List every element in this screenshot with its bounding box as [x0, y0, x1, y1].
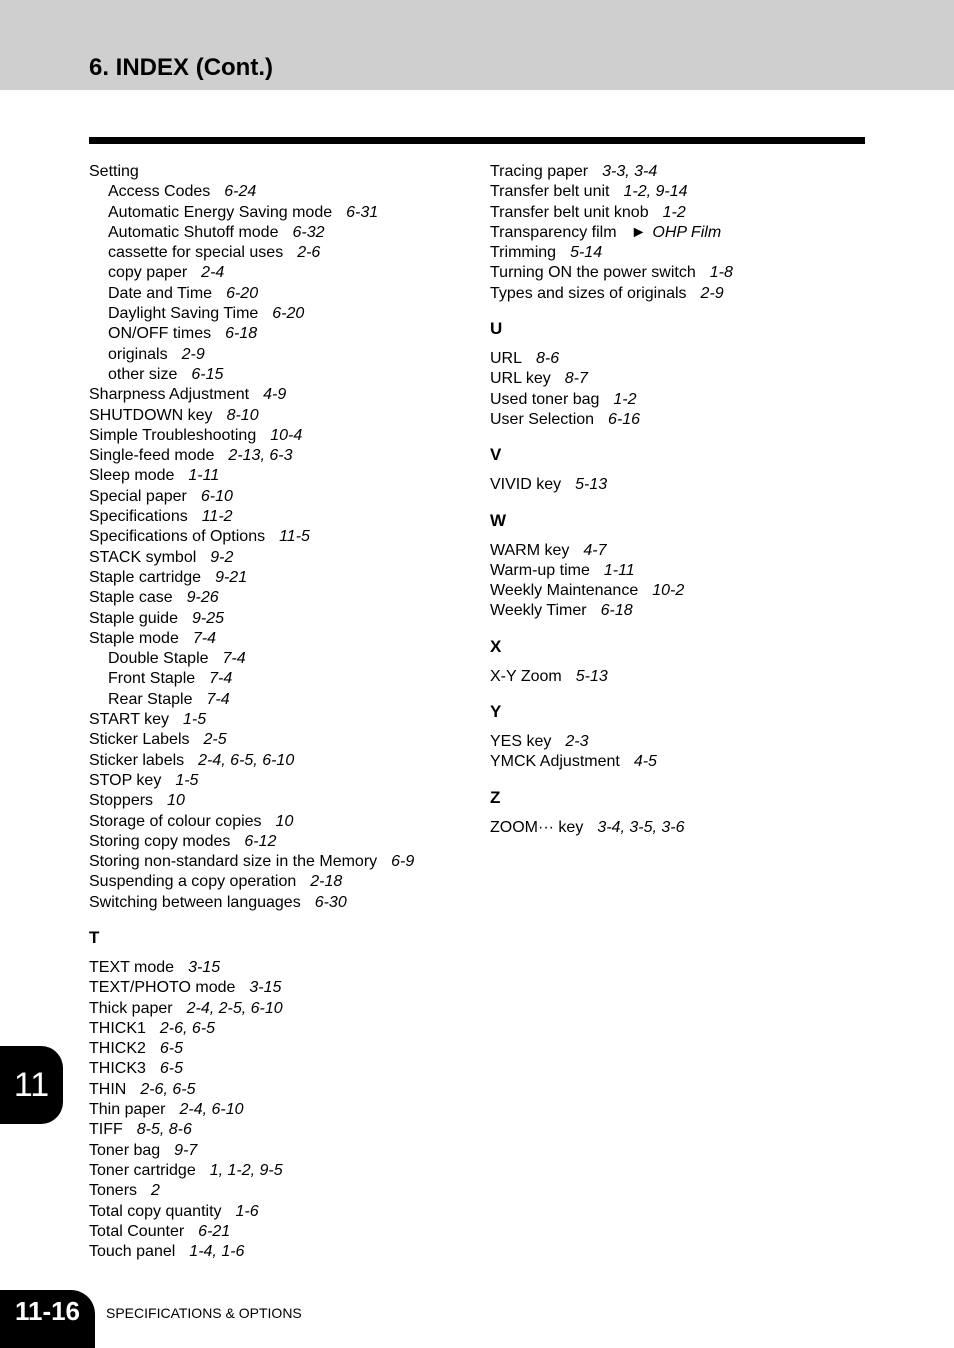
index-entry: [490, 349, 870, 369]
index-subentry: [89, 365, 469, 385]
index-term: Simple Troubleshooting: [89, 426, 257, 444]
index-entry: [89, 527, 469, 547]
index-term: Special paper: [89, 487, 187, 505]
index-term: Thin paper: [89, 1101, 166, 1119]
index-term: Staple mode: [89, 629, 179, 647]
index-entry: [490, 601, 870, 621]
page-number: 11-16: [0, 1290, 95, 1348]
index-entry: [89, 385, 469, 405]
index-entry: [89, 852, 469, 872]
index-entry: [89, 568, 469, 588]
index-page-refs: 9-25: [191, 609, 224, 627]
index-entry: [490, 752, 870, 772]
index-letter-heading: U: [490, 319, 503, 339]
index-page-refs: 2-18: [310, 873, 343, 891]
index-term: Transfer belt unit knob: [490, 203, 649, 221]
page-title: 6. INDEX (Cont.): [89, 54, 273, 81]
index-page-refs: 3-15: [188, 958, 221, 976]
index-page-refs: 2-13, 6-3: [228, 447, 293, 465]
index-page-refs: 9-2: [210, 548, 234, 566]
index-letter-heading: Z: [490, 787, 501, 807]
index-page-refs: 1-5: [183, 711, 207, 729]
index-page-refs: 1-11: [188, 467, 220, 485]
index-term: Storage of colour copies: [89, 812, 262, 830]
index-term: ON/OFF times: [108, 325, 212, 343]
index-term: Toner bag: [89, 1141, 161, 1159]
index-entry: [89, 466, 469, 486]
index-entry: [89, 1080, 469, 1100]
index-page-refs: 1-2: [613, 390, 637, 408]
index-term: other size: [108, 365, 178, 383]
index-entry: [490, 541, 870, 561]
index-page-refs: 3-3, 3-4: [602, 163, 658, 180]
index-page-refs: 6-10: [200, 487, 233, 505]
index-entry: [89, 978, 469, 998]
index-entry: [490, 284, 870, 304]
index-entry: [89, 1181, 469, 1201]
index-term: Sleep mode: [89, 467, 175, 485]
index-term: Touch panel: [89, 1243, 176, 1261]
index-page-refs: 6-21: [198, 1222, 231, 1240]
index-page-refs: 6-9: [391, 853, 415, 871]
index-entry: [89, 609, 469, 629]
index-page-refs: 6-30: [314, 893, 347, 911]
index-term: Toners: [89, 1182, 138, 1200]
footer-section-title: SPECIFICATIONS & OPTIONS: [106, 1305, 302, 1321]
index-page-refs: 6-15: [191, 365, 224, 383]
index-entry: [89, 1222, 469, 1242]
index-page-refs: 6-24: [224, 183, 257, 201]
index-entry: [89, 1242, 469, 1262]
index-page-refs: 6-5: [159, 1040, 184, 1058]
index-entry: [89, 1202, 469, 1222]
index-page-refs: 9-26: [186, 589, 219, 607]
index-term: Trimming: [490, 244, 557, 262]
index-term: Suspending a copy operation: [89, 873, 297, 891]
index-term: User Selection: [490, 410, 595, 428]
index-term: Thick paper: [89, 999, 173, 1017]
index-term: Sticker labels: [89, 751, 185, 769]
index-page-refs: 6-20: [272, 305, 305, 323]
index-page-refs: 2-3: [565, 733, 589, 751]
index-subentry: [89, 223, 469, 243]
index-term: Weekly Maintenance: [490, 582, 639, 600]
index-subentry: [89, 690, 469, 710]
index-entry: [490, 390, 870, 410]
index-entry: [490, 475, 870, 495]
index-entry: [490, 369, 870, 389]
index-entry: [490, 263, 870, 283]
index-term: Stoppers: [89, 792, 154, 810]
index-letter-heading: X: [490, 636, 502, 656]
index-term: Staple case: [89, 589, 173, 607]
index-entry: [490, 581, 870, 601]
index-subentry: [89, 324, 469, 344]
index-entry: [89, 893, 469, 913]
index-term: Turning ON the power switch: [490, 264, 696, 282]
index-page-refs: 1, 1-2, 9-5: [209, 1161, 283, 1179]
index-letter-heading: V: [490, 445, 502, 465]
index-term: Transparency film: [490, 223, 617, 241]
index-term: START key: [89, 711, 170, 729]
index-entry: [490, 410, 870, 430]
index-term: Automatic Shutoff mode: [108, 223, 279, 241]
index-page-refs: 7-4: [222, 650, 246, 668]
index-entry: [89, 406, 469, 426]
index-term: Specifications of Options: [89, 528, 266, 546]
index-letter-heading: T: [89, 927, 100, 947]
index-term: TEXT/PHOTO mode: [89, 979, 236, 997]
index-entry: [89, 751, 469, 771]
index-term: Single-feed mode: [89, 447, 215, 465]
index-term: Sharpness Adjustment: [89, 386, 250, 404]
index-term: originals: [108, 345, 168, 363]
index-term: Specifications: [89, 508, 188, 526]
index-term: ZOOM··· key: [490, 818, 584, 836]
index-entry: [89, 487, 469, 507]
index-subentry: [89, 304, 469, 324]
index-page-refs: 8-7: [564, 370, 588, 388]
index-letter-heading: Y: [490, 702, 502, 722]
index-term: YMCK Adjustment: [490, 753, 620, 771]
index-page-refs: 11-2: [201, 508, 233, 526]
index-page-refs: 4-5: [633, 753, 657, 771]
index-entry: [89, 588, 469, 608]
index-subentry: [89, 669, 469, 689]
index-page-refs: 5-13: [575, 476, 608, 494]
index-page-refs: 8-10: [226, 406, 259, 424]
index-column-left: [89, 162, 469, 1262]
index-term: Toner cartridge: [89, 1161, 196, 1179]
index-page-refs: 2-4, 2-5, 6-10: [186, 999, 283, 1017]
index-term: Setting: [89, 163, 139, 180]
index-page-refs: 2-4, 6-10: [179, 1101, 244, 1119]
index-page-refs: 6-18: [225, 325, 258, 343]
see-arrow-icon: ►: [630, 223, 647, 241]
index-entry: [89, 629, 469, 649]
index-page-refs: 3-4, 3-5, 3-6: [597, 818, 685, 836]
index-entry: [490, 162, 870, 182]
index-term: copy paper: [108, 264, 188, 282]
index-page-refs: 11-5: [279, 528, 310, 546]
index-entry: [490, 732, 870, 752]
index-term: Types and sizes of originals: [490, 284, 687, 302]
index-term: STOP key: [89, 771, 162, 789]
index-term: Sticker Labels: [89, 731, 190, 749]
index-page-refs: 1-6: [235, 1202, 259, 1220]
index-term: THICK3: [89, 1060, 146, 1078]
index-term: Storing copy modes: [89, 832, 231, 850]
index-entry: [490, 667, 870, 687]
index-term: SHUTDOWN key: [89, 406, 213, 424]
index-entry: [89, 426, 469, 446]
index-page-refs: 2-4: [201, 264, 225, 282]
index-term: Automatic Energy Saving mode: [108, 203, 333, 221]
index-term: Total Counter: [89, 1222, 185, 1240]
index-page-refs: 1-8: [709, 264, 733, 282]
index-entry: [490, 203, 870, 223]
index-page-refs: 7-4: [192, 629, 216, 647]
index-entry: [89, 791, 469, 811]
index-term: Staple cartridge: [89, 568, 202, 586]
index-term: Date and Time: [108, 284, 213, 302]
index-entry: [89, 1059, 469, 1079]
index-term: URL key: [490, 370, 551, 388]
index-page-refs: 7-4: [206, 690, 230, 708]
index-page-refs: 3-15: [249, 979, 282, 997]
index-term: Double Staple: [108, 650, 209, 668]
title-rule: [89, 137, 865, 144]
index-page-refs: 5-14: [570, 244, 603, 262]
index-entry: [89, 1100, 469, 1120]
index-entry: [89, 1161, 469, 1181]
index-term: Daylight Saving Time: [108, 305, 259, 323]
index-entry: [89, 1019, 469, 1039]
index-entry: [89, 548, 469, 568]
index-term: TEXT mode: [89, 958, 175, 976]
index-term: WARM key: [490, 541, 570, 559]
index-subentry: [89, 203, 469, 223]
index-entry: [490, 243, 870, 263]
index-term: Staple guide: [89, 609, 178, 627]
index-page-refs: 6-16: [608, 410, 641, 428]
index-term: Switching between languages: [89, 893, 301, 911]
index-term: Tracing paper: [490, 163, 589, 180]
index-page-refs: 6-32: [292, 223, 325, 241]
chapter-tab: 11: [0, 1046, 63, 1124]
index-page-refs: 1-2: [662, 203, 686, 221]
index-entry: [89, 771, 469, 791]
index-term: Front Staple: [108, 670, 196, 688]
index-subentry: [89, 345, 469, 365]
index-page-refs: 9-21: [215, 568, 248, 586]
index-page-refs: 6-18: [600, 602, 633, 620]
index-page-refs: 9-7: [174, 1141, 198, 1159]
index-entry: [89, 1141, 469, 1161]
index-subentry: [89, 284, 469, 304]
see-reference: OHP Film: [652, 223, 722, 241]
index-entry: [89, 832, 469, 852]
index-page-refs: 7-4: [209, 670, 233, 688]
index-page-refs: 10: [275, 812, 294, 830]
index-entry: [89, 872, 469, 892]
index-page-refs: 5-13: [575, 667, 608, 685]
index-term: Used toner bag: [490, 390, 600, 408]
index-entry: [89, 1039, 469, 1059]
index-entry: [89, 812, 469, 832]
index-page-refs: 6-31: [346, 203, 379, 221]
index-term: Total copy quantity: [89, 1202, 222, 1220]
index-entry: [89, 710, 469, 730]
index-entry: [89, 507, 469, 527]
index-page-refs: 6-5: [159, 1060, 184, 1078]
index-page-refs: 4-7: [583, 541, 607, 559]
index-entry: [490, 818, 870, 838]
index-subentry: [89, 649, 469, 669]
index-term: X-Y Zoom: [490, 667, 562, 685]
index-page-refs: 1-2, 9-14: [623, 183, 688, 201]
index-page-refs: 6-20: [226, 284, 259, 302]
index-term: YES key: [490, 733, 552, 751]
index-letter-heading: W: [490, 510, 507, 530]
index-page-refs: 4-9: [263, 386, 287, 404]
index-entry: [89, 999, 469, 1019]
index-page-refs: 8-5, 8-6: [136, 1121, 192, 1139]
index-page-refs: 2-6, 6-5: [140, 1080, 196, 1098]
index-page-refs: 10-4: [270, 426, 303, 444]
index-term: STACK symbol: [89, 548, 197, 566]
index-subentry: [89, 263, 469, 283]
index-term: Weekly Timer: [490, 602, 587, 620]
index-subentry: [89, 243, 469, 263]
index-term: VIVID key: [490, 476, 562, 494]
index-term: Rear Staple: [108, 690, 193, 708]
index-term: URL: [490, 350, 523, 368]
index-term: Storing non-standard size in the Memory: [89, 853, 378, 871]
index-term: Warm-up time: [490, 561, 590, 579]
index-page-refs: 2-4, 6-5, 6-10: [198, 751, 295, 769]
index-page-refs: 10: [167, 792, 185, 810]
index-page-refs: 1-11: [603, 561, 635, 579]
index-term: Access Codes: [108, 183, 211, 201]
index-term: THICK2: [89, 1040, 146, 1058]
index-page-refs: 2-9: [700, 284, 724, 302]
index-page-refs: 2-9: [181, 345, 205, 363]
index-entry: [89, 1120, 469, 1140]
index-page-refs: 2-6, 6-5: [159, 1019, 216, 1037]
index-page-refs: 6-12: [244, 832, 277, 850]
index-entry: [89, 730, 469, 750]
index-page-refs: 2: [151, 1182, 160, 1200]
index-entry: [89, 446, 469, 466]
index-page-refs: 1-4, 1-6: [189, 1243, 245, 1261]
index-page-refs: 8-6: [536, 350, 560, 368]
index-page-refs: 1-5: [175, 771, 199, 789]
index-term: THIN: [89, 1080, 127, 1098]
index-entry: [89, 162, 469, 182]
index-entry: [490, 182, 870, 202]
index-column-right: [490, 162, 870, 838]
index-page-refs: 2-6: [297, 244, 321, 262]
index-term: THICK1: [89, 1019, 146, 1037]
index-term: TIFF: [89, 1121, 123, 1139]
index-term: Transfer belt unit: [490, 183, 610, 201]
index-page-refs: 10-2: [652, 582, 685, 600]
index-entry: [490, 561, 870, 581]
index-term: cassette for special uses: [108, 244, 284, 262]
index-subentry: [89, 182, 469, 202]
index-entry: [89, 958, 469, 978]
index-entry: [490, 223, 870, 243]
index-page-refs: 2-5: [203, 731, 227, 749]
